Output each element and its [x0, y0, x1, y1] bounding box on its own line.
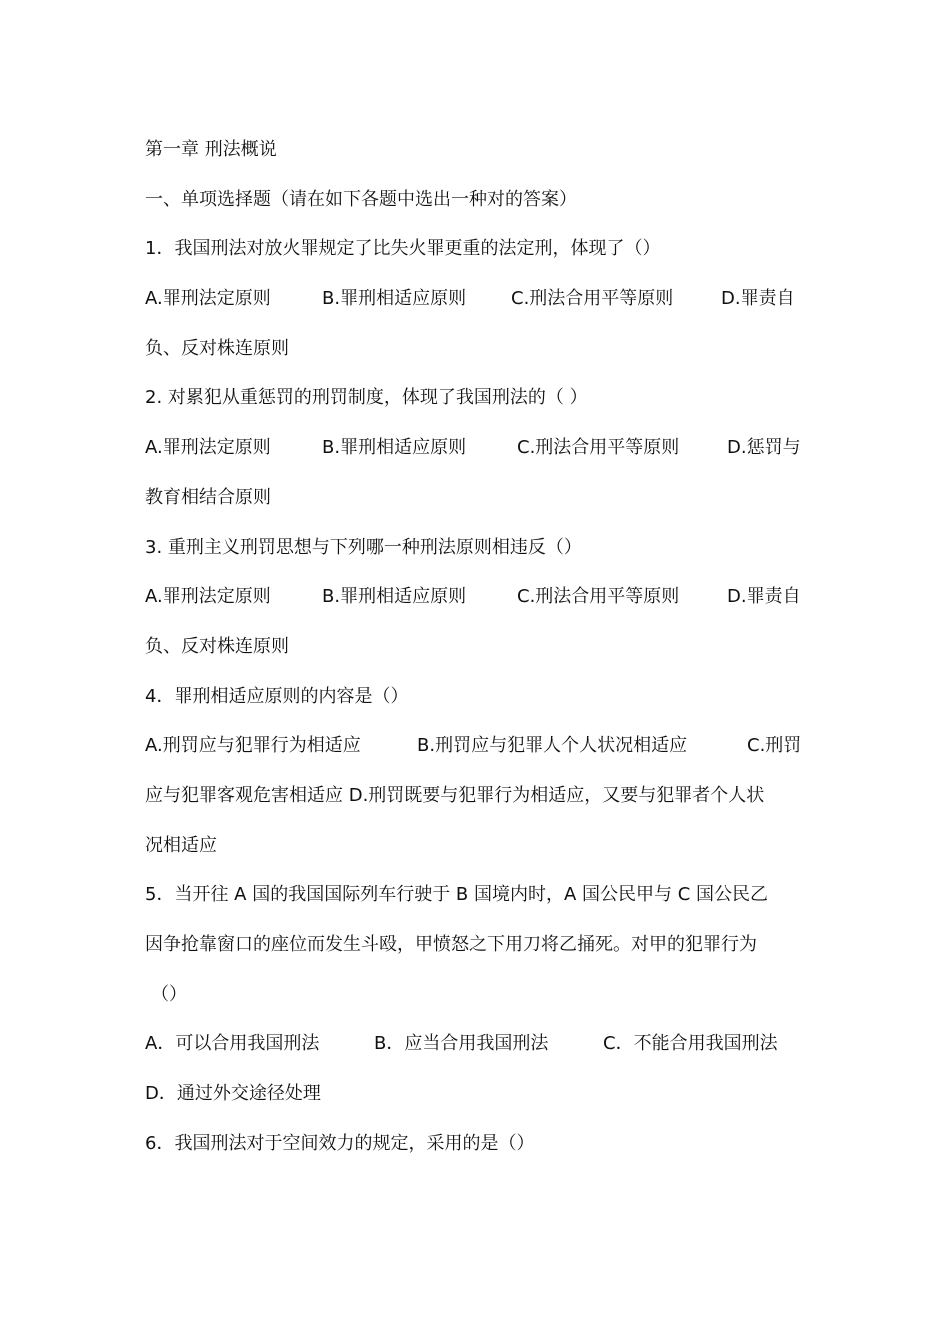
question-3-option-d: D.罪责自 [727, 586, 801, 608]
question-1-options [145, 281, 805, 331]
question-1-option-a: A.罪刑法定原则 [145, 288, 271, 310]
question-4-option-c: C.刑罚 [747, 735, 802, 757]
question-4-option-b: B.刑罚应与犯罪人个人状况相适应 [417, 735, 688, 757]
question-3-continuation: 负、反对株连原则 [145, 635, 289, 657]
question-6-stem: 6．我国刑法对于空间效力的规定，采用的是（） [145, 1132, 535, 1154]
question-5-option-a: A．可以合用我国刑法 [145, 1033, 320, 1055]
question-5-option-c: C．不能合用我国刑法 [603, 1033, 778, 1055]
question-1-option-c: C.刑法合用平等原则 [511, 288, 674, 310]
question-1-stem: 1．我国刑法对放火罪规定了比失火罪更重的法定刑，体现了（） [145, 238, 661, 260]
question-1-option-b: B.罪刑相适应原则 [322, 288, 467, 310]
question-2-stem: 2. 对累犯从重惩罚的刑罚制度，体现了我国刑法的（ ） [145, 387, 588, 409]
question-1-option-d: D.罪责自 [721, 288, 795, 310]
question-5-stem-2: 因争抢靠窗口的座位而发生斗殴，甲愤怒之下用刀将乙捅死。对甲的犯罪行为 [145, 934, 757, 955]
question-5-continuation: D．通过外交途径处理 [145, 1083, 321, 1105]
question-2-options [145, 430, 805, 480]
question-3-option-a: A.罪刑法定原则 [145, 586, 271, 608]
question-3-option-c: C.刑法合用平等原则 [517, 586, 680, 608]
question-5-stem-1: 5．当开往 A 国的我国国际列车行驶于 B 国境内时，A 国公民甲与 C 国公民乙 [145, 884, 769, 906]
question-2-option-d: D.惩罚与 [727, 437, 801, 459]
question-2-option-c: C.刑法合用平等原则 [517, 437, 680, 459]
question-5-stem-3: （） [151, 983, 187, 1005]
question-3-stem: 3. 重刑主义刑罚思想与下列哪一种刑法原则相违反（） [145, 536, 582, 558]
question-5-option-b: B．应当合用我国刑法 [374, 1033, 549, 1055]
question-2-option-b: B.罪刑相适应原则 [322, 437, 467, 459]
question-5-options [145, 1026, 805, 1076]
question-3-option-b: B.罪刑相适应原则 [322, 586, 467, 608]
question-3-options [145, 579, 805, 629]
question-4-options [145, 728, 805, 778]
question-2-continuation: 教育相结合原则 [145, 486, 271, 508]
question-2-option-a: A.罪刑法定原则 [145, 437, 271, 459]
document-body [145, 132, 805, 1175]
question-4-continuation-1: 应与犯罪客观危害相适应 D.刑罚既要与犯罪行为相适应，又要与犯罪者个人状 [145, 784, 765, 806]
question-4-option-a: A.刑罚应与犯罪行为相适应 [145, 735, 361, 757]
section-title: 一、单项选择题（请在如下各题中选出一种对的答案） [145, 188, 577, 210]
question-1-continuation: 负、反对株连原则 [145, 337, 289, 359]
question-4-continuation-2: 况相适应 [145, 834, 217, 856]
chapter-title: 第一章 刑法概说 [145, 139, 277, 160]
question-4-stem: 4．罪刑相适应原则的内容是（） [145, 685, 409, 707]
